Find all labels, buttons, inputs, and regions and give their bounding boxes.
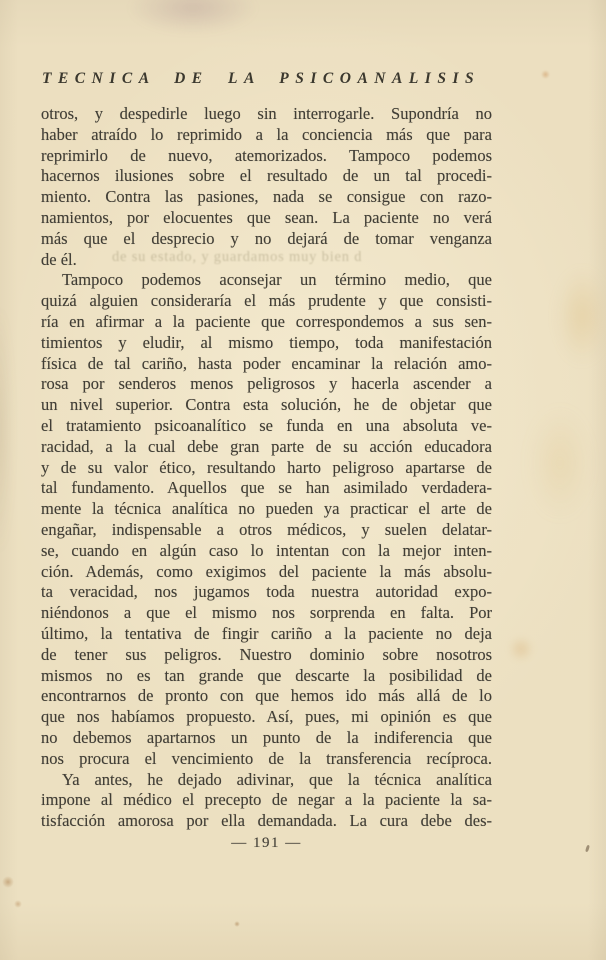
text-line: Ya antes, he dejado adivinar, que la técnica analítica — [62, 769, 492, 789]
text-line: engañar, indispensable a otros médicos, y suelen delatar- — [41, 519, 492, 539]
text-line: se, cuando en algún caso lo intentan con la mejor inten- — [41, 540, 492, 560]
text-line: nos procura el vencimiento de la transferencia recíproca. — [41, 748, 492, 768]
text-line: niéndonos a que el mismo nos sorprenda en falta. Por — [41, 603, 492, 623]
text-line: el tratamiento psicoanalítico se funda en una absoluta ve- — [41, 415, 492, 435]
text-line: de él. — [41, 249, 77, 269]
text-line: rosa por senderos menos peligrosos y hacerla ascender a — [41, 374, 492, 394]
text-line: y de su valor ético, resultando harto peligroso apartarse de — [41, 457, 492, 477]
text-line: más que el desprecio y no dejará de tomar venganza — [41, 228, 492, 248]
text-line: de tener sus peligros. Nuestro dominio sobre nosotros — [41, 644, 492, 664]
paper-stain — [508, 636, 534, 662]
text-line: tal fundamento. Aquellos que se han asimilado verdadera- — [41, 478, 492, 498]
text-line: física de tal cariño, hasta poder encaminar la relación amo- — [41, 353, 492, 373]
text-line: que nos habíamos propuesto. Así, pues, mi opinión es que — [41, 707, 492, 727]
text-line: reprimirlo de nuevo, atemorizados. Tampoco podemos — [41, 145, 492, 165]
text-line: encontrarnos de pronto con que hemos ido más allá de lo — [41, 686, 492, 706]
text-line: otros, y despedirle luego sin interrogarle. Supondría no — [41, 104, 492, 123]
text-line: no debemos apartarnos un punto de la indiferencia que — [41, 727, 492, 747]
paper-stain — [530, 408, 590, 518]
page-number: — 191 — — [231, 835, 302, 851]
text-line: quizá alguien consideraría el más prudente y que consisti- — [41, 291, 492, 311]
text-block — [41, 104, 492, 832]
paper-stain — [2, 876, 14, 888]
text-line: racidad, a la cual debe gran parte de su acción educadora — [41, 436, 492, 456]
text-line: hacernos ilusiones sobre el resultado de un tal procedi- — [41, 166, 492, 186]
text-line: un nivel superior. Contra esta solución, he de objetar que — [41, 395, 492, 415]
text-line: Tampoco podemos aconsejar un término medio, que — [62, 270, 492, 290]
text-line: último, la tentativa de fingir cariño a la paciente no deja — [41, 623, 492, 643]
text-line: miento. Contra las pasiones, nada se consigue con razo- — [41, 187, 492, 207]
paper-stain — [128, 0, 258, 34]
text-line: haber atraído lo reprimido a la conciencia más que para — [41, 124, 492, 144]
paper-stain — [585, 845, 590, 853]
running-head: TECNICA DE LA PSICOANALISIS — [42, 70, 481, 87]
paper-stain — [14, 900, 22, 908]
paper-stain — [541, 70, 550, 79]
paper-stain — [234, 921, 240, 927]
text-line: impone al médico el precepto de negar a la paciente la sa- — [41, 790, 492, 810]
text-line: timientos y eludir, al mismo tiempo, toda manifestación — [41, 332, 492, 352]
text-line: tisfacción amorosa por ella demandada. La cura debe des- — [41, 811, 492, 831]
text-line: mente la técnica analítica no pueden ya practicar el arte de — [41, 499, 492, 519]
text-line: mismos no es tan grande que descarte la posibilidad de — [41, 665, 492, 685]
text-line: ción. Además, como exigimos del paciente la más absolu- — [41, 561, 492, 581]
paper-stain — [0, 300, 12, 560]
text-line: ría en afirmar a la paciente que correspondemos a sus sen- — [41, 311, 492, 331]
ink-showthrough-text: de su estado, y guardamos muy bien d — [112, 249, 363, 265]
text-line: namientos, por elocuentes que sean. La paciente no verá — [41, 207, 492, 227]
paper-stain — [556, 268, 606, 364]
text-line: ta veracidad, nos jugamos toda nuestra autoridad expo- — [41, 582, 492, 602]
